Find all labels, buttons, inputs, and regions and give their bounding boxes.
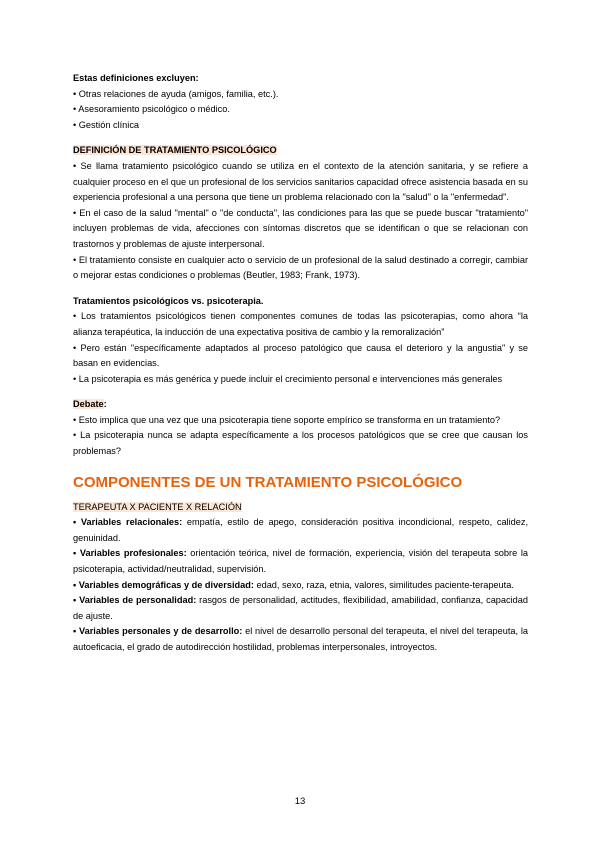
- variable-text: el nivel de desarrollo personal del terapeuta, el nivel del terapeuta, la autoeficacia, el grado de autodirección hostilidad, problemas interpersonales, introyectos.: [73, 626, 529, 652]
- vs-item: • Pero están "específicamente adaptados al proceso patológico que causa el deterioro y la angustia" y se basan en evidencias.: [73, 342, 528, 369]
- definition-item: • En el caso de la salud "mental" o "de conducta", las condiciones para las que se puede buscar "tratamiento" incluyen problemas de vida, afecciones con síntomas discretos que se identifican o que se relacionan con trastornos y problemas de ajuste interpersonal.: [73, 207, 528, 249]
- components-block: [73, 500, 528, 656]
- exclusion-item: • Gestión clínica: [73, 119, 140, 130]
- definition-item: • El tratamiento consiste en cualquier acto o servicio de un profesional de la salud destinado a corregir, cambiar o mejorar estas condiciones o problemas (Beutler, 1983; Frank, 1973).: [73, 254, 528, 281]
- debate-heading: Debate: [73, 399, 104, 410]
- exclusions-heading: Estas definiciones excluyen:: [73, 73, 199, 83]
- variable-text: empatía, estilo de apego, consideración positiva incondicional, respeto, calidez, genuinidad.: [73, 517, 528, 543]
- debate-item: • La psicoterapia nunca se adapta específicamente a los procesos patológicos que se cree que causan los problemas?: [73, 430, 528, 457]
- definition-block: [73, 143, 528, 283]
- variable-label: • Variables personales y de desarrollo:: [73, 626, 243, 637]
- exclusion-item: • Asesoramiento psicológico o médico.: [73, 104, 230, 115]
- exclusion-item: • Otras relaciones de ayuda (amigos, familia, etc.).: [73, 88, 279, 99]
- vs-item: • La psicoterapia es más genérica y puede incluir el crecimiento personal e intervenciones más generales: [73, 373, 503, 384]
- debate-colon: :: [103, 399, 107, 410]
- variable-item: [73, 624, 528, 655]
- page-number: 13: [294, 796, 306, 807]
- definition-heading: DEFINICIÓN DE TRATAMIENTO PSICOLÓGICO: [73, 145, 277, 156]
- variable-label: • Variables profesionales:: [73, 548, 187, 559]
- document-page: [73, 71, 528, 656]
- exclusions-block: [73, 71, 528, 133]
- definition-item: • Se llama tratamiento psicológico cuando se utiliza en el contexto de la atención sanitaria, y se refiere a cualquier proceso en el que un profesional de los servicios sanitarios capacidad ofrece asistencia basada en su experiencia profesional a una persona que tiene un problema relacionado con la "salud" o la "enfermedad".: [73, 160, 528, 203]
- variable-label: • Variables relacionales:: [73, 517, 183, 528]
- variable-label: • Variables de personalidad:: [73, 595, 197, 606]
- variable-text: edad, sexo, raza, etnia, valores, similitudes paciente-terapeuta.: [253, 579, 514, 590]
- debate-item: • Esto implica que una vez que una psicoterapia tiene soporte empírico se transforma en un tratamiento?: [73, 414, 501, 425]
- vs-heading: Tratamientos psicológicos vs. psicoterapia.: [73, 295, 264, 306]
- variable-item: [73, 546, 528, 577]
- variable-item: [73, 593, 528, 624]
- vs-block: [73, 294, 528, 388]
- variable-text: orientación teórica, nivel de formación, experiencia, visión del terapeuta sobre la psicoterapia, actividad/neutralidad, supervisión.: [73, 548, 528, 575]
- vs-item: • Los tratamientos psicológicos tienen componentes comunes de todas las psicoterapias, como ahora “la alianza terapéutica, la inducción de una expectativa positiva de cambio y la remoralización”: [73, 311, 528, 337]
- debate-block: [73, 397, 528, 459]
- components-subheading: TERAPEUTA X PACIENTE X RELACIÓN: [73, 501, 242, 512]
- variable-item: [73, 515, 528, 546]
- section-title: COMPONENTES DE UN TRATAMIENTO PSICOLÓGICO: [73, 473, 463, 491]
- variable-text: rasgos de personalidad, actitudes, flexibilidad, amabilidad, confianza, capacidad de ajuste.: [73, 595, 528, 621]
- variable-label: • Variables demográficas y de diversidad:: [73, 579, 254, 590]
- variable-item: [73, 578, 528, 594]
